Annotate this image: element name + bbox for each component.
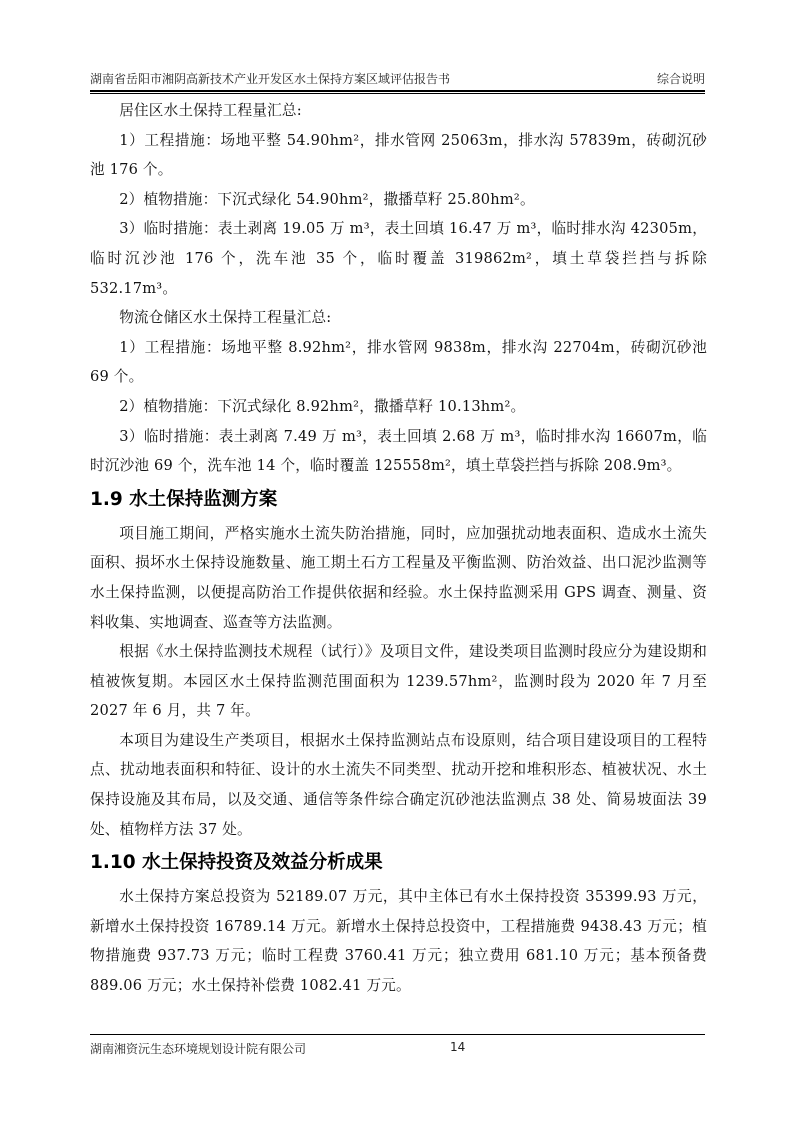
monitoring-paragraph-2: 根据《水土保持监测技术规程（试行）》及项目文件，建设类项目监测时段应分为建设期和植被恢复期。本园区水土保持监测范围面积为 1239.57hm²，监测时段为 2020 年 7 月至 2027 年 6 月，共 7 年。 (90, 643, 707, 720)
residential-temporary: 3）临时措施：表土剥离 19.05 万 m³，表土回填 16.47 万 m³，临时排水沟 42305m，临时沉沙池 176 个，洗车池 35 个，临时覆盖 319862m²，填土草袋拦挡与拆除 532.17m³。 (90, 220, 707, 297)
logistics-engineering: 1）工程措施：场地平整 8.92hm²，排水管网 9838m，排水沟 22704m，砖砌沉砂池 69 个。 (90, 338, 707, 386)
header-title: 湖南省岳阳市湘阴高新技术产业开发区水土保持方案区域评估报告书 (90, 72, 451, 86)
residential-vegetation: 2）植物措施：下沉式绿化 54.90hm²，撒播草籽 25.80hm²。 (119, 190, 535, 208)
investment-paragraph: 水土保持方案总投资为 52189.07 万元，其中主体已有水土保持投资 35399.93 万元，新增水土保持投资 16789.14 万元。新增水土保持总投资中，工程措施费 9438.43 万元；植物措施费 937.73 万元；临时工程费 3760.41 万元；独立费用 681.10 万元；基本预备费 889.06 万元；水土保持补偿费 1082.41 万元。 (90, 888, 707, 995)
page-header (90, 64, 705, 90)
header-section: 综合说明 (656, 72, 705, 86)
footer-company: 湖南湘资沅生态环境规划设计院有限公司 (90, 1042, 307, 1056)
monitoring-paragraph-3: 本项目为建设生产类项目，根据水土保持监测站点布设原则，结合项目建设项目的工程特点、扰动地表面积和特征、设计的水土流失不同类型、扰动开挖和堆积形态、植被状况、水土保持设施及其布局，以及交通、通信等条件综合确定沉砂池法监测点 38 处、简易坡面法 39 处、植物样方法 37 处。 (90, 731, 707, 838)
section-1-10-title: 1.10 水土保持投资及效益分析成果 (90, 852, 383, 874)
page-number: 14 (450, 1040, 466, 1054)
logistics-vegetation: 2）植物措施：下沉式绿化 8.92hm²，撒播草籽 10.13hm²。 (119, 397, 526, 415)
footer-rule (90, 1034, 705, 1035)
logistics-temporary: 3）临时措施：表土剥离 7.49 万 m³，表土回填 2.68 万 m³，临时排水沟 16607m，临时沉沙池 69 个，洗车池 14 个，临时覆盖 125558m²，填土草袋拦挡与拆除 208.9m³。 (90, 427, 707, 475)
header-rule-thick (90, 90, 705, 92)
logistics-heading: 物流仓储区水土保持工程量汇总: (119, 309, 332, 327)
residential-heading: 居住区水土保持工程量汇总: (119, 102, 302, 119)
monitoring-paragraph-1: 项目施工期间，严格实施水土流失防治措施，同时，应加强扰动地表面积、造成水土流失面积、损坏水土保持设施数量、施工期土石方工程量及平衡监测、防治效益、出口泥沙监测等水土保持监测，以便提高防治工作提供依据和经验。水土保持监测采用 GPS 调查、测量、资料收集、实地调查、巡查等方法监测。 (90, 524, 707, 631)
header-rule-thin (90, 93, 705, 94)
residential-engineering: 1）工程措施：场地平整 54.90hm²，排水管网 25063m，排水沟 57839m，砖砌沉砂池 176 个。 (90, 131, 707, 179)
page-body (90, 96, 707, 1001)
section-1-9-title: 1.9 水土保持监测方案 (90, 488, 278, 510)
